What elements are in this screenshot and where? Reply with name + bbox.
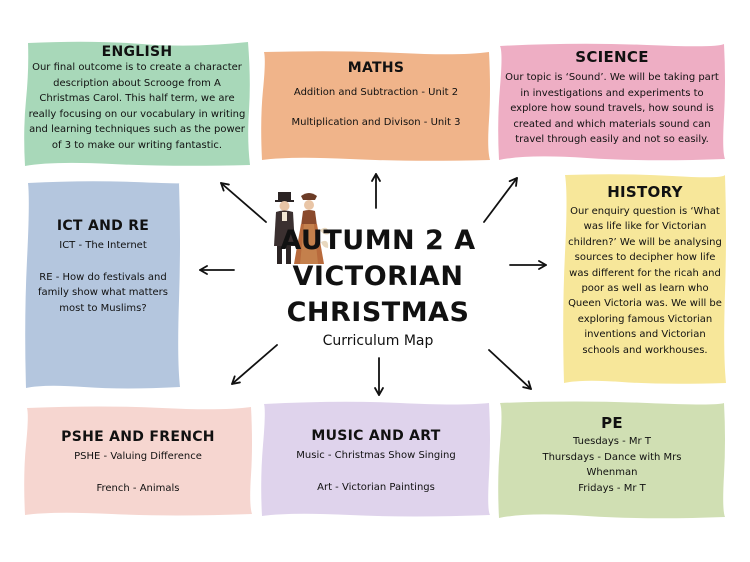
ict-item-1: ICT - The Internet	[59, 240, 147, 251]
history-heading: HISTORY	[607, 183, 683, 201]
science-body: Our topic is ‘Sound’. We will be taking part in investigations and experiments to explore how sound travels, how sound is created and which materials sound can travel through easily and not so easily.	[505, 72, 719, 145]
arrow-to-science	[484, 178, 517, 222]
history-body: Our enquiry question is ‘What was life like for Victorian children?’ We will be analysing sources to decipher how life was different for the ricah and poor as well as learn who Queen Victoria was. We will be exploring famous Victorian inventions and Victorian schools and workhouses.	[568, 206, 722, 356]
center-subtitle: Curriculum Map	[322, 333, 434, 349]
maths-item-2: Multiplication and Divison - Unit 3	[291, 117, 461, 128]
pshe-heading: PSHE AND FRENCH	[61, 429, 215, 445]
english-card	[22, 40, 252, 168]
ict-heading: ICT AND RE	[56, 218, 150, 234]
pe-item-3: Fridays - Mr T	[578, 482, 646, 494]
pe-item-1: Tuesdays - Mr T	[573, 436, 651, 447]
pe-heading: PE	[601, 414, 623, 432]
pe-item-2: Thursdays - Dance with Mrs Whenman	[542, 451, 682, 478]
science-card	[497, 42, 727, 162]
pshe-item-2: French - Animals	[96, 482, 180, 494]
english-heading: ENGLISH	[101, 44, 173, 60]
pshe-item-1: PSHE - Valuing Difference	[74, 451, 202, 462]
arrow-to-pe	[489, 350, 531, 389]
english-body: Our final outcome is to create a character description about Scrooge from A Christmas Carol. This half term, we are really focusing on our vocabulary in writing and learning techniques such as the power of 3 to make our writing fantastic.	[28, 62, 246, 151]
music-item-1: Music - Christmas Show Singing	[296, 450, 456, 461]
pe-card	[497, 400, 727, 520]
ict-re-card	[24, 180, 182, 390]
ict-item-2: RE - How do festivals and family show what matters most to Muslims?	[38, 271, 168, 314]
music-art-card	[260, 400, 492, 518]
maths-heading: MATHS	[347, 60, 405, 76]
music-item-2: Art - Victorian Paintings	[317, 481, 435, 493]
science-heading: SCIENCE	[575, 48, 649, 66]
pshe-french-card	[22, 405, 254, 517]
arrow-to-pshe	[232, 345, 277, 384]
maths-card	[260, 50, 492, 162]
music-heading: MUSIC AND ART	[311, 428, 441, 444]
history-card	[562, 173, 728, 385]
center-title: AUTUMN 2 A VICTORIAN CHRISTMAS	[280, 225, 476, 328]
maths-item-1: Addition and Subtraction - Unit 2	[293, 87, 459, 98]
arrow-to-english	[221, 183, 266, 222]
